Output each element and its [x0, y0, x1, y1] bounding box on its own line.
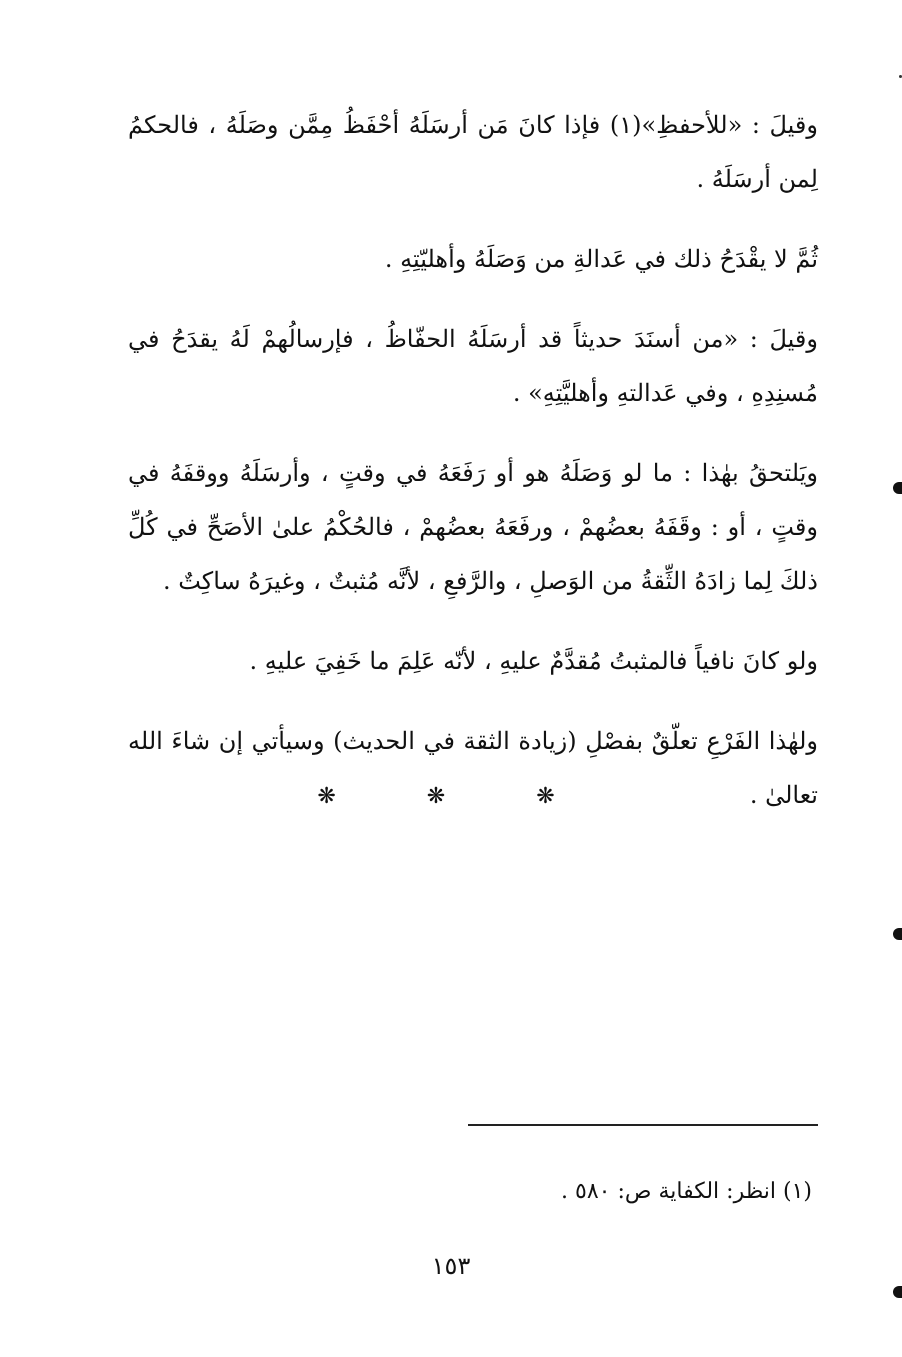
- paragraph-1: وقيلَ : «للأحفظِ»(١) فإذا كانَ مَن أرسَلَهُ أحْفَظُ مِمَّن وصَلَهُ ، فالحكمُ لِمن أرسَلَهُ .: [128, 111, 818, 193]
- paragraph-6: ولهٰذا الفَرْعِ تعلّقٌ بفصْلِ (زيادة الثقة في الحديث) وسيأتي إن شاءَ الله تعالىٰ .: [128, 727, 818, 809]
- asterism-star-3: ❋: [536, 784, 585, 809]
- page-edge-mark: [893, 482, 902, 494]
- page-number: ١٥٣: [431, 1252, 471, 1280]
- paragraph-3: وقيلَ : «من أسنَدَ حديثاً قد أرسَلَهُ الحفّاظُ ، فإرسالُهمْ لَهُ يقدَحُ في مُسنِدِهِ ، وفي عَدالتهِ وأهليَّتِهِ» .: [128, 325, 818, 407]
- page-edge-mark: [893, 1286, 902, 1298]
- asterism-star-2: ❋: [426, 784, 476, 809]
- footnote-separator: [468, 1124, 818, 1126]
- section-divider-ornament: [0, 784, 902, 809]
- page-edge-mark: [893, 928, 902, 940]
- paragraph-4: ويَلتحقُ بهٰذا : ما لو وَصَلَهُ هو أو رَفَعَهُ في وقتٍ ، وأرسَلَهُ ووقفَهُ في وقتٍ ، أو : وقَفَهُ بعضُهمْ ، ورفَعَهُ بعضُهمْ ، فالحُكْمُ علىٰ الأصَحِّ في كُلِّ ذلكَ لِما زادَهُ الثِّقةُ من الوَصلِ ، والرَّفعِ ، لأنَّه مُثبتٌ ، وغيرَهُ ساكِتٌ .: [128, 459, 818, 595]
- footnote: (١) انظر: الكفاية ص: ٥٨٠ .: [561, 1179, 812, 1204]
- paragraph-5: ولو كانَ نافياً فالمثبتُ مُقدَّمٌ عليهِ ، لأنّه عَلِمَ ما خَفِيَ عليهِ .: [249, 647, 818, 675]
- asterism-star-1: ❋: [317, 784, 366, 809]
- paragraph-2: ثُمَّ لا يقْدَحُ ذلك في عَدالةِ من وَصَلَهُ وأهليّتِهِ .: [384, 245, 818, 273]
- main-text: [128, 98, 818, 848]
